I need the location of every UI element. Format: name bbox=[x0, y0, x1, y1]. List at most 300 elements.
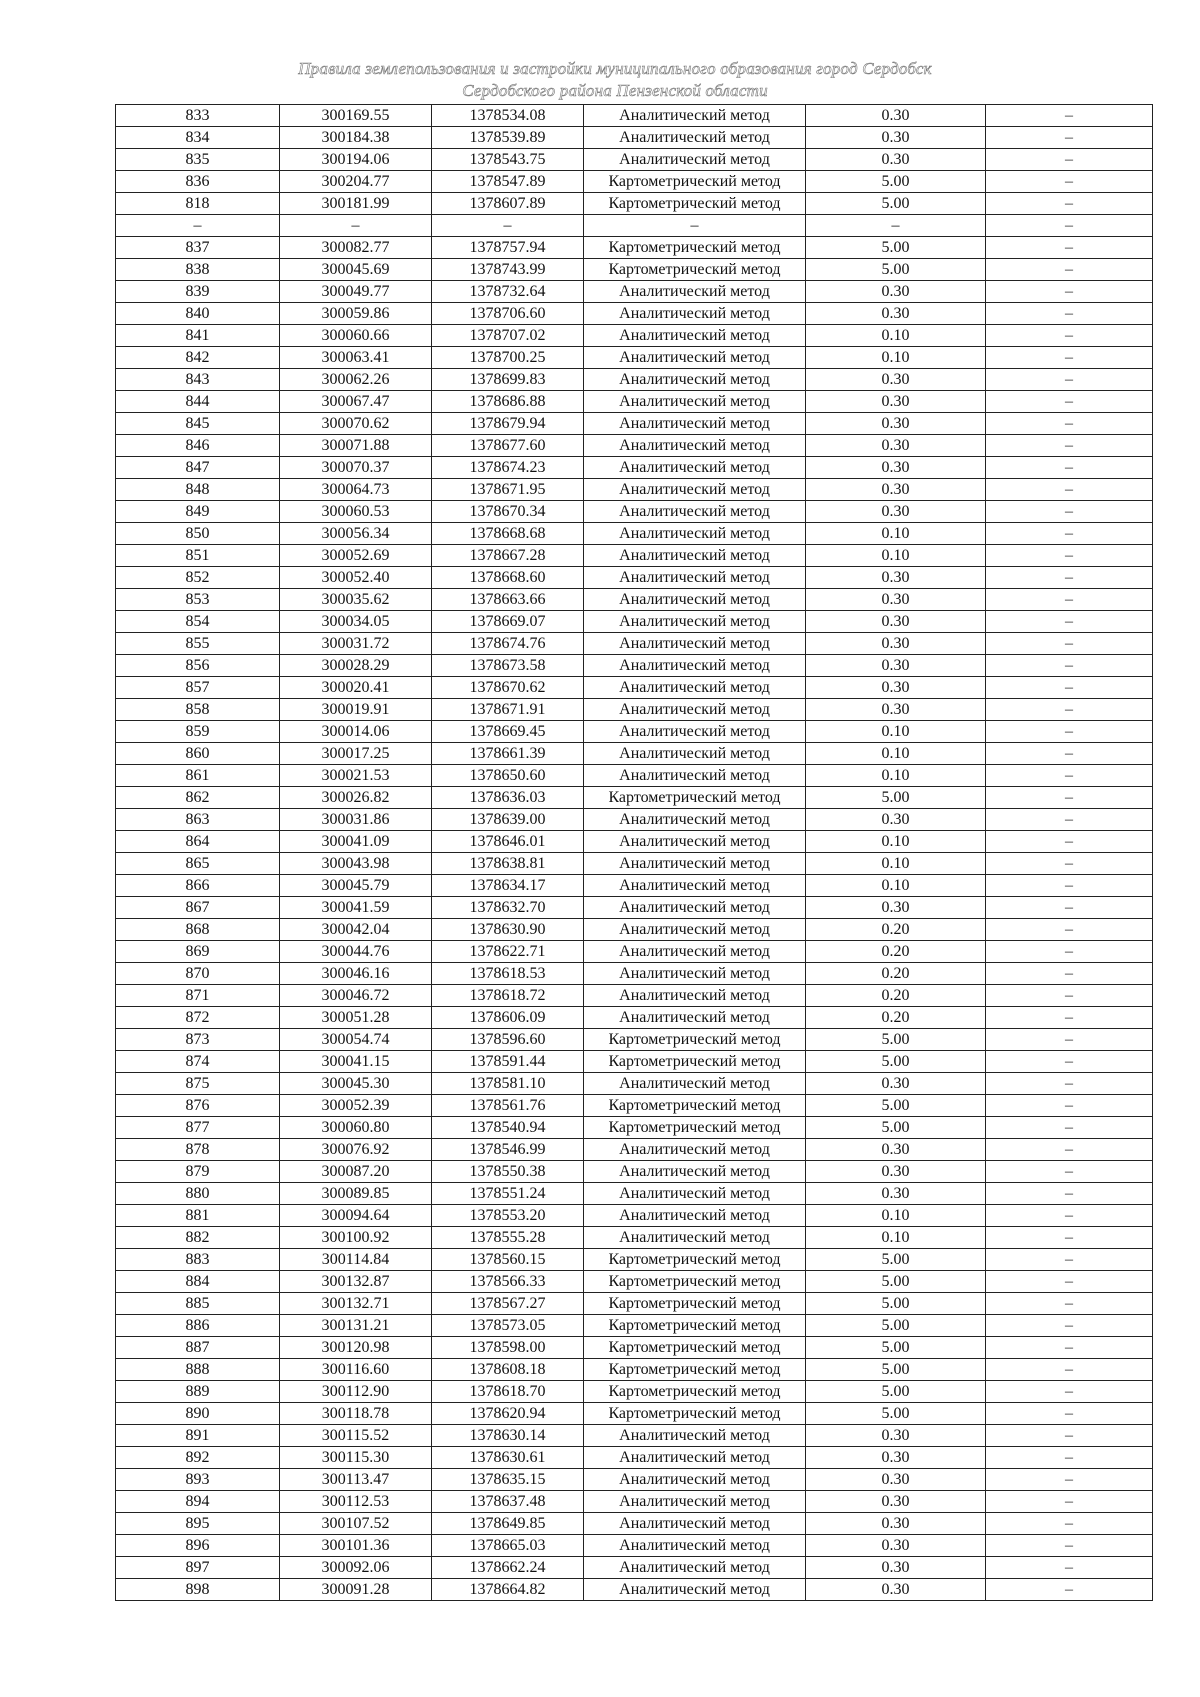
accuracy-cell: 0.30 bbox=[806, 1139, 986, 1161]
y-coordinate-cell: 1378606.09 bbox=[432, 1007, 584, 1029]
table-row bbox=[116, 831, 1153, 853]
method-cell: Аналитический метод bbox=[584, 457, 806, 479]
note-cell: – bbox=[986, 149, 1153, 171]
point-number-cell: 886 bbox=[116, 1315, 280, 1337]
table-row bbox=[116, 105, 1153, 127]
note-cell: – bbox=[986, 1579, 1153, 1601]
method-cell: Аналитический метод bbox=[584, 941, 806, 963]
note-cell: – bbox=[986, 1117, 1153, 1139]
x-coordinate-cell: 300063.41 bbox=[280, 347, 432, 369]
table-row bbox=[116, 237, 1153, 259]
method-cell: Картометрический метод bbox=[584, 787, 806, 809]
x-coordinate-cell: 300060.80 bbox=[280, 1117, 432, 1139]
method-cell: Аналитический метод bbox=[584, 479, 806, 501]
method-cell: Аналитический метод bbox=[584, 721, 806, 743]
accuracy-cell: 0.30 bbox=[806, 105, 986, 127]
y-coordinate-cell: 1378650.60 bbox=[432, 765, 584, 787]
accuracy-cell: 5.00 bbox=[806, 1051, 986, 1073]
x-coordinate-cell: 300031.72 bbox=[280, 633, 432, 655]
note-cell: – bbox=[986, 105, 1153, 127]
method-cell: Аналитический метод bbox=[584, 523, 806, 545]
accuracy-cell: 0.30 bbox=[806, 1073, 986, 1095]
accuracy-cell: 0.30 bbox=[806, 127, 986, 149]
y-coordinate-cell: 1378757.94 bbox=[432, 237, 584, 259]
note-cell: – bbox=[986, 1051, 1153, 1073]
point-number-cell: 847 bbox=[116, 457, 280, 479]
header-line-1: Правила землепользования и застройки муниципального образования город Сердобск bbox=[298, 59, 932, 78]
coordinates-table bbox=[115, 104, 1153, 1601]
table-row bbox=[116, 721, 1153, 743]
accuracy-cell: 0.30 bbox=[806, 655, 986, 677]
note-cell: – bbox=[986, 259, 1153, 281]
table-row bbox=[116, 787, 1153, 809]
method-cell: Аналитический метод bbox=[584, 1557, 806, 1579]
accuracy-cell: 0.30 bbox=[806, 479, 986, 501]
method-cell: Аналитический метод bbox=[584, 347, 806, 369]
point-number-cell: – bbox=[116, 215, 280, 237]
note-cell: – bbox=[986, 215, 1153, 237]
y-coordinate-cell: 1378622.71 bbox=[432, 941, 584, 963]
point-number-cell: 852 bbox=[116, 567, 280, 589]
table-row bbox=[116, 1029, 1153, 1051]
table-row bbox=[116, 281, 1153, 303]
table-row bbox=[116, 699, 1153, 721]
y-coordinate-cell: 1378661.39 bbox=[432, 743, 584, 765]
method-cell: Картометрический метод bbox=[584, 237, 806, 259]
method-cell: Аналитический метод bbox=[584, 435, 806, 457]
table-row bbox=[116, 1183, 1153, 1205]
point-number-cell: 846 bbox=[116, 435, 280, 457]
note-cell: – bbox=[986, 677, 1153, 699]
accuracy-cell: 0.30 bbox=[806, 1425, 986, 1447]
method-cell: Аналитический метод bbox=[584, 369, 806, 391]
note-cell: – bbox=[986, 589, 1153, 611]
y-coordinate-cell: 1378677.60 bbox=[432, 435, 584, 457]
x-coordinate-cell: 300041.15 bbox=[280, 1051, 432, 1073]
method-cell: Аналитический метод bbox=[584, 1205, 806, 1227]
y-coordinate-cell: 1378671.95 bbox=[432, 479, 584, 501]
point-number-cell: 892 bbox=[116, 1447, 280, 1469]
point-number-cell: 859 bbox=[116, 721, 280, 743]
table-row bbox=[116, 1469, 1153, 1491]
note-cell: – bbox=[986, 1403, 1153, 1425]
x-coordinate-cell: 300087.20 bbox=[280, 1161, 432, 1183]
method-cell: Картометрический метод bbox=[584, 1337, 806, 1359]
x-coordinate-cell: 300091.28 bbox=[280, 1579, 432, 1601]
y-coordinate-cell: 1378635.15 bbox=[432, 1469, 584, 1491]
table-row bbox=[116, 171, 1153, 193]
point-number-cell: 891 bbox=[116, 1425, 280, 1447]
note-cell: – bbox=[986, 831, 1153, 853]
method-cell: Аналитический метод bbox=[584, 391, 806, 413]
x-coordinate-cell: 300017.25 bbox=[280, 743, 432, 765]
note-cell: – bbox=[986, 1425, 1153, 1447]
note-cell: – bbox=[986, 1359, 1153, 1381]
point-number-cell: 893 bbox=[116, 1469, 280, 1491]
point-number-cell: 879 bbox=[116, 1161, 280, 1183]
method-cell: Аналитический метод bbox=[584, 1447, 806, 1469]
point-number-cell: 845 bbox=[116, 413, 280, 435]
x-coordinate-cell: 300052.40 bbox=[280, 567, 432, 589]
accuracy-cell: 0.30 bbox=[806, 1579, 986, 1601]
accuracy-cell: 5.00 bbox=[806, 1293, 986, 1315]
point-number-cell: 841 bbox=[116, 325, 280, 347]
note-cell: – bbox=[986, 127, 1153, 149]
accuracy-cell: 0.30 bbox=[806, 413, 986, 435]
x-coordinate-cell: 300092.06 bbox=[280, 1557, 432, 1579]
y-coordinate-cell: 1378670.34 bbox=[432, 501, 584, 523]
method-cell: Аналитический метод bbox=[584, 1513, 806, 1535]
y-coordinate-cell: 1378553.20 bbox=[432, 1205, 584, 1227]
point-number-cell: 851 bbox=[116, 545, 280, 567]
y-coordinate-cell: 1378743.99 bbox=[432, 259, 584, 281]
note-cell: – bbox=[986, 963, 1153, 985]
note-cell: – bbox=[986, 435, 1153, 457]
x-coordinate-cell: 300070.37 bbox=[280, 457, 432, 479]
method-cell: Картометрический метод bbox=[584, 1051, 806, 1073]
table-row bbox=[116, 1095, 1153, 1117]
accuracy-cell: 0.30 bbox=[806, 435, 986, 457]
point-number-cell: 865 bbox=[116, 853, 280, 875]
point-number-cell: 880 bbox=[116, 1183, 280, 1205]
table-row bbox=[116, 1051, 1153, 1073]
note-cell: – bbox=[986, 611, 1153, 633]
note-cell: – bbox=[986, 787, 1153, 809]
y-coordinate-cell: 1378669.45 bbox=[432, 721, 584, 743]
y-coordinate-cell: 1378566.33 bbox=[432, 1271, 584, 1293]
point-number-cell: 867 bbox=[116, 897, 280, 919]
method-cell: Аналитический метод bbox=[584, 1073, 806, 1095]
point-number-cell: 844 bbox=[116, 391, 280, 413]
y-coordinate-cell: 1378663.66 bbox=[432, 589, 584, 611]
point-number-cell: 874 bbox=[116, 1051, 280, 1073]
accuracy-cell: 0.30 bbox=[806, 391, 986, 413]
table-row bbox=[116, 1227, 1153, 1249]
y-coordinate-cell: 1378649.85 bbox=[432, 1513, 584, 1535]
x-coordinate-cell: 300031.86 bbox=[280, 809, 432, 831]
x-coordinate-cell: 300059.86 bbox=[280, 303, 432, 325]
accuracy-cell: 5.00 bbox=[806, 1117, 986, 1139]
y-coordinate-cell: 1378637.48 bbox=[432, 1491, 584, 1513]
y-coordinate-cell: 1378679.94 bbox=[432, 413, 584, 435]
note-cell: – bbox=[986, 523, 1153, 545]
accuracy-cell: 0.30 bbox=[806, 1447, 986, 1469]
point-number-cell: 836 bbox=[116, 171, 280, 193]
method-cell: Аналитический метод bbox=[584, 281, 806, 303]
y-coordinate-cell: 1378674.76 bbox=[432, 633, 584, 655]
x-coordinate-cell: 300035.62 bbox=[280, 589, 432, 611]
note-cell: – bbox=[986, 1095, 1153, 1117]
x-coordinate-cell: 300115.30 bbox=[280, 1447, 432, 1469]
y-coordinate-cell: 1378560.15 bbox=[432, 1249, 584, 1271]
note-cell: – bbox=[986, 1293, 1153, 1315]
x-coordinate-cell: 300064.73 bbox=[280, 479, 432, 501]
note-cell: – bbox=[986, 655, 1153, 677]
y-coordinate-cell: 1378618.72 bbox=[432, 985, 584, 1007]
point-number-cell: 835 bbox=[116, 149, 280, 171]
note-cell: – bbox=[986, 237, 1153, 259]
point-number-cell: 889 bbox=[116, 1381, 280, 1403]
point-number-cell: 864 bbox=[116, 831, 280, 853]
x-coordinate-cell: 300132.87 bbox=[280, 1271, 432, 1293]
accuracy-cell: 0.30 bbox=[806, 633, 986, 655]
accuracy-cell: 0.30 bbox=[806, 1491, 986, 1513]
note-cell: – bbox=[986, 1469, 1153, 1491]
table-row bbox=[116, 1513, 1153, 1535]
method-cell: Аналитический метод bbox=[584, 875, 806, 897]
method-cell: Аналитический метод bbox=[584, 919, 806, 941]
table-row bbox=[116, 391, 1153, 413]
y-coordinate-cell: 1378539.89 bbox=[432, 127, 584, 149]
accuracy-cell: 5.00 bbox=[806, 1403, 986, 1425]
method-cell: Картометрический метод bbox=[584, 1249, 806, 1271]
x-coordinate-cell: 300094.64 bbox=[280, 1205, 432, 1227]
y-coordinate-cell: 1378547.89 bbox=[432, 171, 584, 193]
method-cell: Картометрический метод bbox=[584, 1403, 806, 1425]
table-row bbox=[116, 567, 1153, 589]
y-coordinate-cell: 1378699.83 bbox=[432, 369, 584, 391]
table-row bbox=[116, 853, 1153, 875]
note-cell: – bbox=[986, 369, 1153, 391]
method-cell: Аналитический метод bbox=[584, 853, 806, 875]
x-coordinate-cell: 300051.28 bbox=[280, 1007, 432, 1029]
note-cell: – bbox=[986, 567, 1153, 589]
x-coordinate-cell: 300019.91 bbox=[280, 699, 432, 721]
table-row bbox=[116, 259, 1153, 281]
point-number-cell: 883 bbox=[116, 1249, 280, 1271]
note-cell: – bbox=[986, 1139, 1153, 1161]
x-coordinate-cell: 300028.29 bbox=[280, 655, 432, 677]
accuracy-cell: 0.10 bbox=[806, 1227, 986, 1249]
x-coordinate-cell: 300041.59 bbox=[280, 897, 432, 919]
table-row bbox=[116, 1161, 1153, 1183]
point-number-cell: 870 bbox=[116, 963, 280, 985]
table-row bbox=[116, 501, 1153, 523]
method-cell: Картометрический метод bbox=[584, 1117, 806, 1139]
y-coordinate-cell: 1378706.60 bbox=[432, 303, 584, 325]
table-row bbox=[116, 545, 1153, 567]
point-number-cell: 863 bbox=[116, 809, 280, 831]
method-cell: Аналитический метод bbox=[584, 655, 806, 677]
note-cell: – bbox=[986, 1161, 1153, 1183]
point-number-cell: 871 bbox=[116, 985, 280, 1007]
note-cell: – bbox=[986, 1447, 1153, 1469]
table-row bbox=[116, 985, 1153, 1007]
method-cell: Аналитический метод bbox=[584, 831, 806, 853]
table-row bbox=[116, 435, 1153, 457]
x-coordinate-cell: 300101.36 bbox=[280, 1535, 432, 1557]
table-row bbox=[116, 1491, 1153, 1513]
y-coordinate-cell: 1378630.14 bbox=[432, 1425, 584, 1447]
accuracy-cell: 5.00 bbox=[806, 1271, 986, 1293]
accuracy-cell: 0.30 bbox=[806, 897, 986, 919]
note-cell: – bbox=[986, 699, 1153, 721]
note-cell: – bbox=[986, 457, 1153, 479]
x-coordinate-cell: 300020.41 bbox=[280, 677, 432, 699]
note-cell: – bbox=[986, 1491, 1153, 1513]
method-cell: Аналитический метод bbox=[584, 589, 806, 611]
note-cell: – bbox=[986, 413, 1153, 435]
method-cell: Аналитический метод bbox=[584, 963, 806, 985]
x-coordinate-cell: 300071.88 bbox=[280, 435, 432, 457]
x-coordinate-cell: 300112.53 bbox=[280, 1491, 432, 1513]
y-coordinate-cell: 1378639.00 bbox=[432, 809, 584, 831]
note-cell: – bbox=[986, 743, 1153, 765]
y-coordinate-cell: 1378671.91 bbox=[432, 699, 584, 721]
point-number-cell: 897 bbox=[116, 1557, 280, 1579]
point-number-cell: 896 bbox=[116, 1535, 280, 1557]
accuracy-cell: 0.30 bbox=[806, 1557, 986, 1579]
y-coordinate-cell: 1378634.17 bbox=[432, 875, 584, 897]
accuracy-cell: 5.00 bbox=[806, 1337, 986, 1359]
note-cell: – bbox=[986, 1205, 1153, 1227]
accuracy-cell: 0.30 bbox=[806, 1183, 986, 1205]
note-cell: – bbox=[986, 941, 1153, 963]
accuracy-cell: 0.10 bbox=[806, 325, 986, 347]
method-cell: Аналитический метод bbox=[584, 1535, 806, 1557]
x-coordinate-cell: 300049.77 bbox=[280, 281, 432, 303]
point-number-cell: 872 bbox=[116, 1007, 280, 1029]
x-coordinate-cell: 300044.76 bbox=[280, 941, 432, 963]
x-coordinate-cell: 300100.92 bbox=[280, 1227, 432, 1249]
accuracy-cell: 0.10 bbox=[806, 765, 986, 787]
table-row bbox=[116, 193, 1153, 215]
accuracy-cell: 5.00 bbox=[806, 193, 986, 215]
point-number-cell: 856 bbox=[116, 655, 280, 677]
y-coordinate-cell: 1378591.44 bbox=[432, 1051, 584, 1073]
point-number-cell: 860 bbox=[116, 743, 280, 765]
page-header bbox=[115, 58, 1115, 102]
note-cell: – bbox=[986, 1337, 1153, 1359]
method-cell: Аналитический метод bbox=[584, 1161, 806, 1183]
y-coordinate-cell: 1378664.82 bbox=[432, 1579, 584, 1601]
point-number-cell: 818 bbox=[116, 193, 280, 215]
y-coordinate-cell: 1378561.76 bbox=[432, 1095, 584, 1117]
accuracy-cell: 0.10 bbox=[806, 523, 986, 545]
note-cell: – bbox=[986, 1513, 1153, 1535]
method-cell: Аналитический метод bbox=[584, 633, 806, 655]
note-cell: – bbox=[986, 193, 1153, 215]
note-cell: – bbox=[986, 1007, 1153, 1029]
accuracy-cell: – bbox=[806, 215, 986, 237]
y-coordinate-cell: 1378550.38 bbox=[432, 1161, 584, 1183]
table-row bbox=[116, 1073, 1153, 1095]
note-cell: – bbox=[986, 545, 1153, 567]
point-number-cell: 882 bbox=[116, 1227, 280, 1249]
note-cell: – bbox=[986, 633, 1153, 655]
point-number-cell: 898 bbox=[116, 1579, 280, 1601]
y-coordinate-cell: 1378573.05 bbox=[432, 1315, 584, 1337]
table-row bbox=[116, 369, 1153, 391]
accuracy-cell: 0.30 bbox=[806, 303, 986, 325]
y-coordinate-cell: – bbox=[432, 215, 584, 237]
accuracy-cell: 0.30 bbox=[806, 677, 986, 699]
table-row bbox=[116, 963, 1153, 985]
x-coordinate-cell: 300070.62 bbox=[280, 413, 432, 435]
x-coordinate-cell: 300042.04 bbox=[280, 919, 432, 941]
point-number-cell: 878 bbox=[116, 1139, 280, 1161]
y-coordinate-cell: 1378636.03 bbox=[432, 787, 584, 809]
y-coordinate-cell: 1378662.24 bbox=[432, 1557, 584, 1579]
method-cell: – bbox=[584, 215, 806, 237]
note-cell: – bbox=[986, 919, 1153, 941]
accuracy-cell: 5.00 bbox=[806, 1029, 986, 1051]
table-row bbox=[116, 457, 1153, 479]
point-number-cell: 849 bbox=[116, 501, 280, 523]
x-coordinate-cell: 300113.47 bbox=[280, 1469, 432, 1491]
table-row bbox=[116, 1117, 1153, 1139]
y-coordinate-cell: 1378646.01 bbox=[432, 831, 584, 853]
method-cell: Аналитический метод bbox=[584, 765, 806, 787]
accuracy-cell: 0.10 bbox=[806, 743, 986, 765]
table-row bbox=[116, 743, 1153, 765]
note-cell: – bbox=[986, 1029, 1153, 1051]
x-coordinate-cell: 300034.05 bbox=[280, 611, 432, 633]
note-cell: – bbox=[986, 1073, 1153, 1095]
table-row bbox=[116, 1249, 1153, 1271]
point-number-cell: 862 bbox=[116, 787, 280, 809]
x-coordinate-cell: 300052.69 bbox=[280, 545, 432, 567]
x-coordinate-cell: 300056.34 bbox=[280, 523, 432, 545]
table-row bbox=[116, 347, 1153, 369]
note-cell: – bbox=[986, 897, 1153, 919]
table-row bbox=[116, 1579, 1153, 1601]
y-coordinate-cell: 1378732.64 bbox=[432, 281, 584, 303]
note-cell: – bbox=[986, 391, 1153, 413]
table-row bbox=[116, 1337, 1153, 1359]
point-number-cell: 885 bbox=[116, 1293, 280, 1315]
point-number-cell: 857 bbox=[116, 677, 280, 699]
accuracy-cell: 5.00 bbox=[806, 1359, 986, 1381]
x-coordinate-cell: 300132.71 bbox=[280, 1293, 432, 1315]
y-coordinate-cell: 1378555.28 bbox=[432, 1227, 584, 1249]
method-cell: Аналитический метод bbox=[584, 149, 806, 171]
y-coordinate-cell: 1378673.58 bbox=[432, 655, 584, 677]
table-row bbox=[116, 1315, 1153, 1337]
point-number-cell: 837 bbox=[116, 237, 280, 259]
accuracy-cell: 5.00 bbox=[806, 1095, 986, 1117]
point-number-cell: 843 bbox=[116, 369, 280, 391]
method-cell: Аналитический метод bbox=[584, 1579, 806, 1601]
x-coordinate-cell: 300045.30 bbox=[280, 1073, 432, 1095]
table-row bbox=[116, 479, 1153, 501]
accuracy-cell: 0.10 bbox=[806, 721, 986, 743]
method-cell: Аналитический метод bbox=[584, 325, 806, 347]
x-coordinate-cell: 300076.92 bbox=[280, 1139, 432, 1161]
method-cell: Аналитический метод bbox=[584, 1425, 806, 1447]
point-number-cell: 888 bbox=[116, 1359, 280, 1381]
x-coordinate-cell: 300082.77 bbox=[280, 237, 432, 259]
y-coordinate-cell: 1378669.07 bbox=[432, 611, 584, 633]
x-coordinate-cell: 300060.66 bbox=[280, 325, 432, 347]
point-number-cell: 840 bbox=[116, 303, 280, 325]
point-number-cell: 894 bbox=[116, 1491, 280, 1513]
accuracy-cell: 5.00 bbox=[806, 1249, 986, 1271]
y-coordinate-cell: 1378630.61 bbox=[432, 1447, 584, 1469]
table-row bbox=[116, 127, 1153, 149]
method-cell: Аналитический метод bbox=[584, 897, 806, 919]
note-cell: – bbox=[986, 171, 1153, 193]
accuracy-cell: 5.00 bbox=[806, 1381, 986, 1403]
method-cell: Картометрический метод bbox=[584, 1271, 806, 1293]
table-row bbox=[116, 303, 1153, 325]
method-cell: Аналитический метод bbox=[584, 545, 806, 567]
x-coordinate-cell: 300194.06 bbox=[280, 149, 432, 171]
x-coordinate-cell: 300107.52 bbox=[280, 1513, 432, 1535]
x-coordinate-cell: 300131.21 bbox=[280, 1315, 432, 1337]
coordinates-table-body bbox=[116, 105, 1153, 1601]
accuracy-cell: 0.30 bbox=[806, 149, 986, 171]
